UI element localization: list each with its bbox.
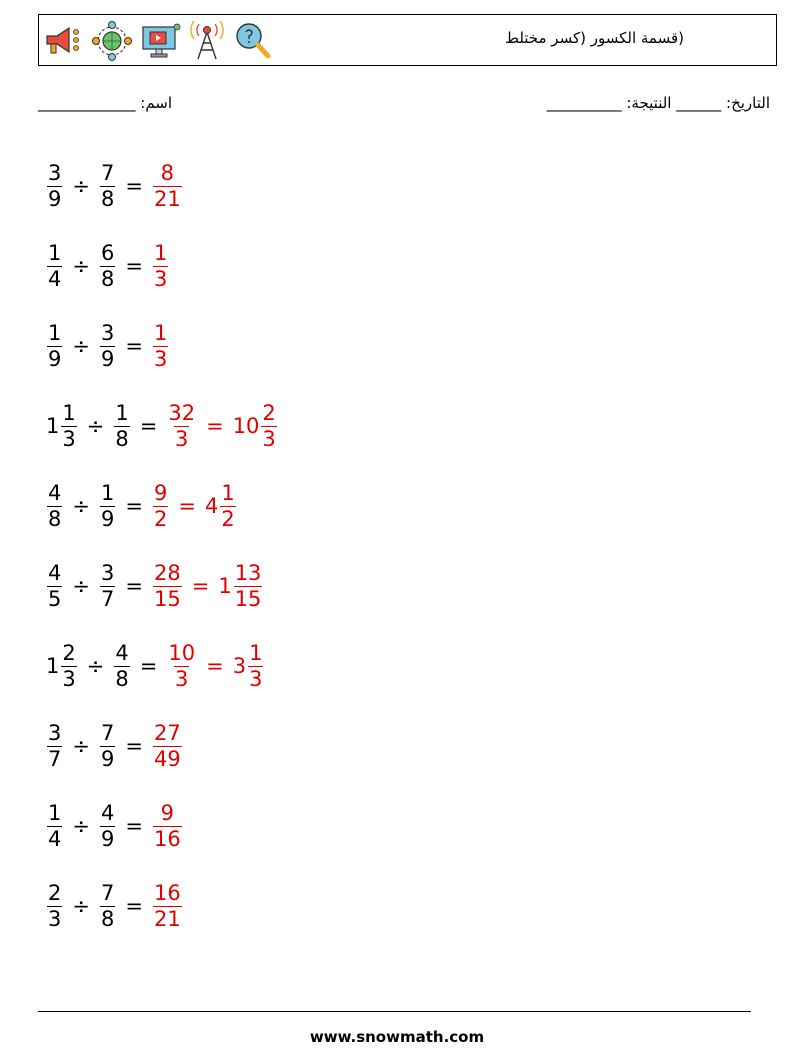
numerator: 2 (62, 640, 76, 665)
equals-sign: = (125, 814, 143, 838)
divisor (99, 560, 116, 611)
equals-sign: = (206, 414, 224, 438)
fraction (153, 160, 182, 211)
divisor (99, 880, 116, 931)
denominator: 3 (153, 266, 168, 291)
answer-mixed (232, 400, 278, 451)
numerator: 4 (100, 800, 115, 825)
problem-row (46, 786, 278, 866)
numerator: 10 (168, 640, 196, 665)
numerator: 3 (100, 560, 115, 585)
divide-sign: ÷ (72, 814, 90, 838)
network-globe-icon (91, 20, 133, 62)
problem-row (46, 386, 278, 466)
fraction (47, 320, 62, 371)
numerator: 1 (115, 400, 129, 425)
equals-sign: = (125, 894, 143, 918)
fraction (167, 400, 196, 451)
fraction (47, 880, 62, 931)
denominator: 5 (48, 586, 62, 611)
fraction (114, 640, 129, 691)
answer-mixed (204, 480, 237, 531)
numerator: 3 (48, 160, 62, 185)
fraction (153, 880, 182, 931)
fraction (100, 480, 115, 531)
answer-improper (152, 240, 169, 291)
denominator: 4 (48, 266, 62, 291)
fraction (153, 560, 182, 611)
denominator: 3 (262, 426, 276, 451)
denominator: 8 (48, 506, 62, 531)
denominator: 3 (62, 426, 76, 451)
footer-url: www.snowmath.com (309, 1028, 485, 1046)
fraction (47, 480, 62, 531)
numerator: 27 (153, 720, 181, 745)
denominator: 3 (175, 426, 189, 451)
magnifier-question-icon (233, 20, 273, 62)
equals-sign: = (206, 654, 224, 678)
numerator: 4 (48, 480, 62, 505)
numerator: 3 (100, 320, 115, 345)
numerator: 1 (48, 320, 62, 345)
date-score-field-label: التاريخ: ______ النتيجة: __________ (546, 94, 770, 112)
denominator: 15 (234, 586, 262, 611)
dividend (46, 240, 63, 291)
denominator: 21 (153, 186, 181, 211)
denominator: 9 (100, 346, 115, 371)
whole-number: 1 (218, 574, 232, 598)
whole-number: 1 (46, 654, 60, 678)
answer-improper (152, 480, 169, 531)
numerator: 4 (48, 560, 62, 585)
problem-row (46, 226, 278, 306)
problem-row (46, 466, 278, 546)
numerator: 16 (153, 880, 181, 905)
numerator: 1 (249, 640, 263, 665)
divisor (99, 480, 116, 531)
fraction (100, 320, 115, 371)
answer-improper (152, 720, 183, 771)
dividend (46, 320, 63, 371)
denominator: 7 (48, 746, 62, 771)
dividend (46, 880, 63, 931)
megaphone-icon (43, 21, 85, 61)
name-field-label: اسم: _____________ (38, 94, 173, 112)
fraction (153, 320, 168, 371)
fraction (153, 800, 182, 851)
denominator: 3 (48, 906, 62, 931)
numerator: 13 (234, 560, 262, 585)
fraction (167, 640, 196, 691)
divisor (99, 320, 116, 371)
numerator: 32 (168, 400, 196, 425)
numerator: 28 (153, 560, 181, 585)
fraction (100, 240, 115, 291)
answer-improper (152, 320, 169, 371)
equals-sign: = (191, 574, 210, 598)
fraction (100, 560, 115, 611)
equals-sign: = (125, 734, 143, 758)
answer-improper (166, 400, 197, 451)
fraction (100, 800, 115, 851)
dividend (46, 480, 63, 531)
fraction (220, 480, 235, 531)
problem-row (46, 546, 278, 626)
worksheet-header (38, 14, 777, 66)
divisor (113, 400, 130, 451)
fraction (153, 240, 168, 291)
equals-sign: = (125, 254, 143, 278)
dividend (46, 640, 78, 691)
denominator: 21 (153, 906, 181, 931)
fraction (47, 720, 62, 771)
problem-row (46, 626, 278, 706)
fraction (114, 400, 129, 451)
dividend (46, 400, 78, 451)
dividend (46, 720, 63, 771)
answer-improper (152, 560, 183, 611)
numerator: 1 (153, 240, 168, 265)
whole-number: 10 (232, 414, 260, 438)
divide-sign: ÷ (72, 494, 90, 518)
equals-sign: = (125, 574, 143, 598)
whole-number: 3 (232, 654, 247, 678)
dividend (46, 160, 63, 211)
divide-sign: ÷ (86, 654, 105, 678)
numerator: 6 (100, 240, 115, 265)
numerator: 1 (48, 800, 62, 825)
whole-number: 4 (204, 494, 219, 518)
divide-sign: ÷ (72, 254, 90, 278)
dividend (46, 560, 63, 611)
fraction (47, 240, 62, 291)
problem-row (46, 306, 278, 386)
denominator: 9 (100, 506, 115, 531)
equals-sign: = (125, 334, 143, 358)
fraction (153, 720, 182, 771)
fraction (248, 640, 263, 691)
problem-row (46, 866, 278, 946)
equals-sign: = (139, 654, 158, 678)
whole-number: 1 (46, 414, 60, 438)
fraction (47, 560, 62, 611)
numerator: 2 (262, 400, 276, 425)
numerator: 1 (100, 480, 115, 505)
header-icons (43, 19, 273, 63)
numerator: 1 (221, 480, 235, 505)
problem-row (46, 146, 278, 226)
fraction (100, 160, 115, 211)
denominator: 16 (153, 826, 181, 851)
divisor (99, 160, 116, 211)
divide-sign: ÷ (72, 334, 90, 358)
answer-improper (152, 160, 183, 211)
denominator: 9 (48, 346, 62, 371)
numerator: 4 (115, 640, 129, 665)
divide-sign: ÷ (72, 174, 90, 198)
numerator: 2 (48, 880, 62, 905)
fraction (153, 480, 168, 531)
divisor (113, 640, 130, 691)
denominator: 7 (100, 586, 115, 611)
denominator: 8 (100, 186, 115, 211)
fraction (100, 720, 115, 771)
fraction (261, 400, 276, 451)
numerator: 7 (100, 160, 115, 185)
numerator: 7 (100, 880, 115, 905)
denominator: 4 (48, 826, 62, 851)
numerator: 9 (160, 800, 175, 825)
equals-sign: = (125, 494, 143, 518)
equals-sign: = (178, 494, 196, 518)
video-monitor-icon (139, 21, 181, 61)
numerator: 1 (62, 400, 76, 425)
antenna-tower-icon (187, 20, 227, 62)
denominator: 15 (153, 586, 181, 611)
divisor (99, 720, 116, 771)
worksheet-title: (قسمة الكسور (كسر مختلط (505, 29, 684, 47)
answer-mixed (218, 560, 263, 611)
numerator: 1 (153, 320, 168, 345)
equals-sign: = (125, 174, 143, 198)
fraction (47, 800, 62, 851)
problem-list (46, 146, 278, 946)
denominator: 3 (175, 666, 189, 691)
divisor (99, 800, 116, 851)
denominator: 3 (249, 666, 263, 691)
answer-improper (152, 880, 183, 931)
fraction (61, 400, 76, 451)
divide-sign: ÷ (72, 574, 90, 598)
answer-improper (152, 800, 183, 851)
denominator: 9 (100, 826, 115, 851)
numerator: 3 (48, 720, 62, 745)
denominator: 9 (48, 186, 62, 211)
dividend (46, 800, 63, 851)
divide-sign: ÷ (72, 894, 90, 918)
fraction (100, 880, 115, 931)
denominator: 3 (153, 346, 168, 371)
denominator: 2 (221, 506, 235, 531)
numerator: 7 (100, 720, 115, 745)
problem-row (46, 706, 278, 786)
answer-mixed (232, 640, 265, 691)
divide-sign: ÷ (86, 414, 105, 438)
numerator: 1 (48, 240, 62, 265)
denominator: 8 (100, 906, 115, 931)
denominator: 8 (115, 426, 129, 451)
numerator: 9 (153, 480, 168, 505)
equals-sign: = (139, 414, 158, 438)
denominator: 8 (115, 666, 129, 691)
fraction (47, 160, 62, 211)
denominator: 9 (100, 746, 115, 771)
denominator: 2 (153, 506, 168, 531)
fraction (61, 640, 76, 691)
fraction (234, 560, 263, 611)
divide-sign: ÷ (72, 734, 90, 758)
answer-improper (166, 640, 197, 691)
numerator: 8 (160, 160, 175, 185)
denominator: 8 (100, 266, 115, 291)
denominator: 49 (153, 746, 181, 771)
divisor (99, 240, 116, 291)
denominator: 3 (62, 666, 76, 691)
footer-divider (38, 1011, 751, 1012)
